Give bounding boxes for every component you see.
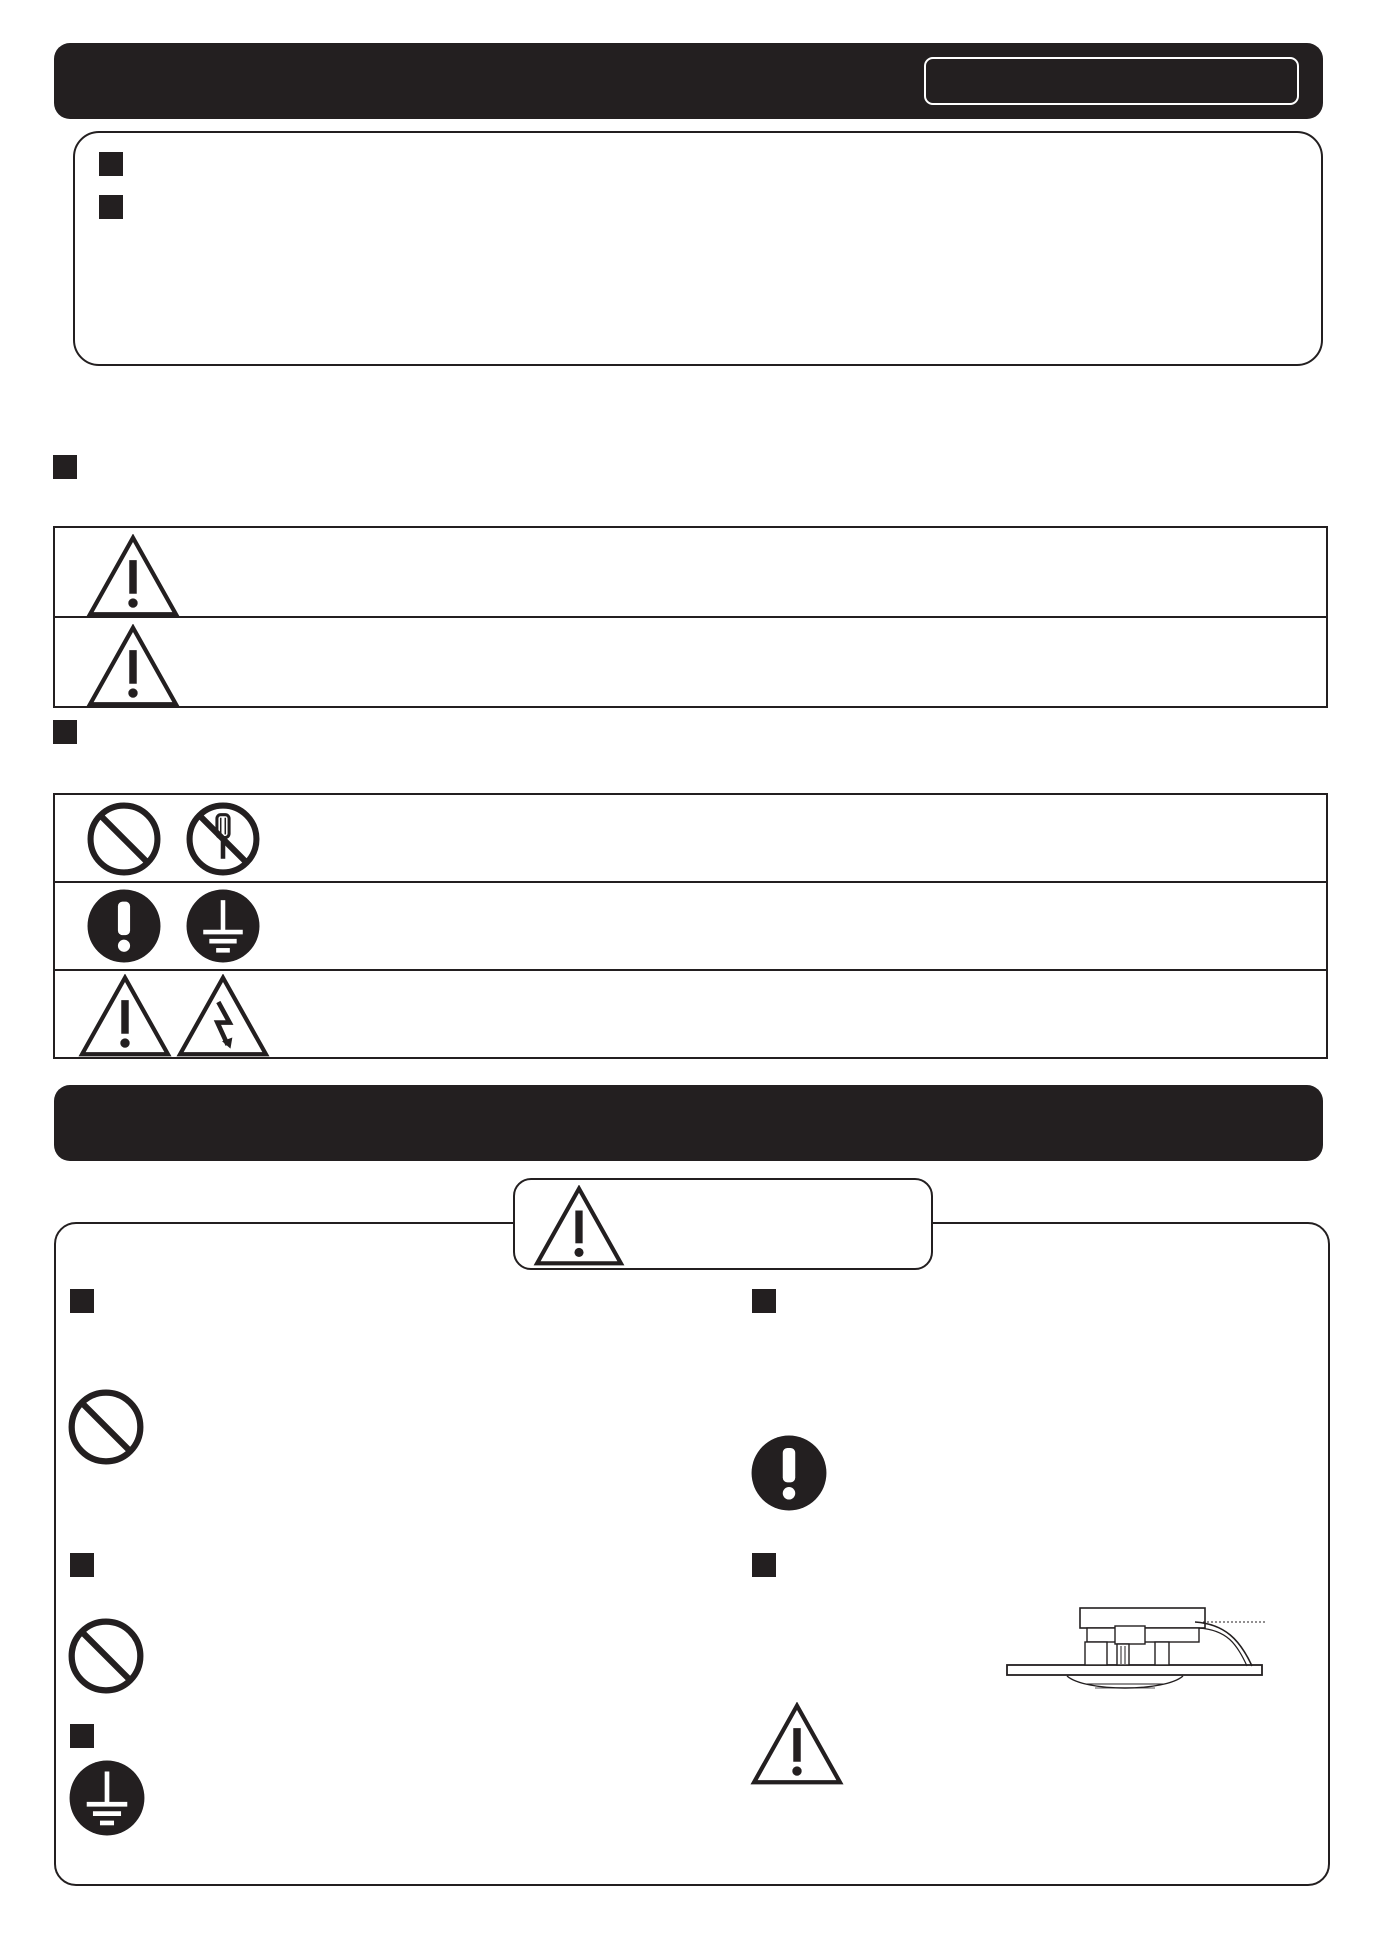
prohibition-icon	[86, 801, 162, 877]
section-bar	[54, 1085, 1323, 1161]
section-bullet-signal-words	[53, 455, 77, 479]
right-item-bullet-1	[752, 1289, 776, 1313]
intro-box	[73, 131, 1323, 366]
warning-triangle-icon	[86, 624, 180, 708]
left-item-bullet-1	[70, 1289, 94, 1313]
warning-panel	[54, 1222, 1330, 1886]
right-item-bullet-2	[752, 1553, 776, 1577]
prohibition-icon	[67, 1388, 145, 1466]
symbol-table-divider-2	[53, 969, 1328, 971]
intro-bullet-1	[99, 152, 123, 176]
no-disassembly-icon	[185, 801, 261, 877]
ceiling-mount-diagram	[1005, 1600, 1275, 1700]
prohibition-icon	[67, 1617, 145, 1695]
electric-shock-warning-icon	[176, 974, 270, 1058]
ground-icon	[185, 888, 261, 964]
warning-triangle-icon	[532, 1185, 626, 1267]
intro-bullet-2	[99, 195, 123, 219]
section-bullet-symbols	[53, 720, 77, 744]
mandatory-action-icon	[750, 1434, 828, 1512]
warning-triangle-icon	[78, 974, 172, 1058]
header-tag-box	[924, 57, 1299, 105]
mandatory-action-icon	[86, 888, 162, 964]
left-item-bullet-3	[70, 1724, 94, 1748]
warning-triangle-icon	[750, 1702, 844, 1786]
symbol-table-divider-1	[53, 881, 1328, 883]
ground-icon	[68, 1759, 146, 1837]
left-item-bullet-2	[70, 1553, 94, 1577]
signal-word-table-divider	[53, 616, 1328, 618]
warning-triangle-icon	[86, 534, 180, 618]
